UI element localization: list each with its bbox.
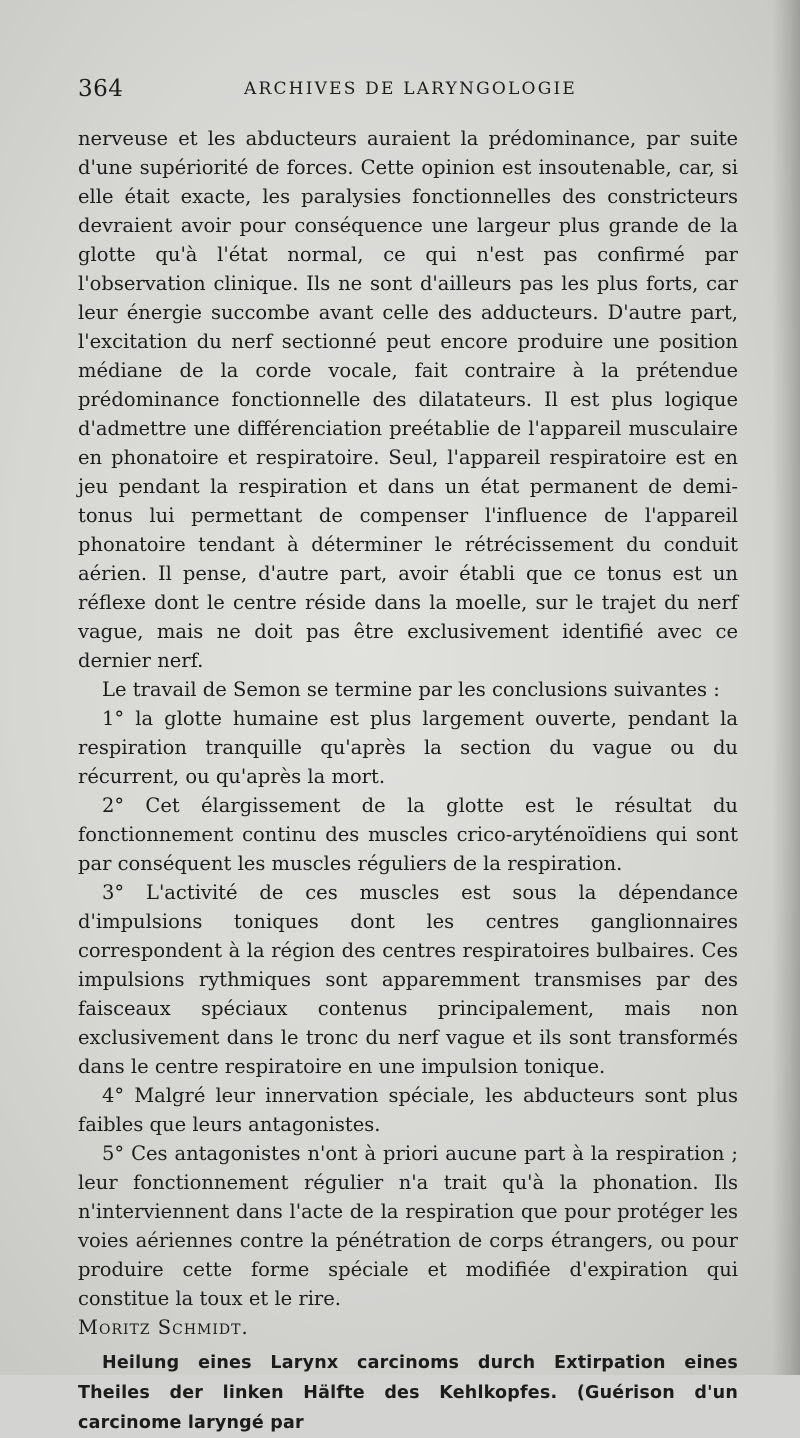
next-article-heading: Heilung eines Larynx carcinoms durch Extirpation eines Theiles der linken Hälfte des Kehlkopfes. (Guérison d'un carcinome laryngé par	[78, 1353, 738, 1433]
page-number: 364	[78, 76, 124, 102]
running-title: ARCHIVES DE LARYNGOLOGIE	[244, 79, 577, 99]
conclusion-2: 2° Cet élargissement de la glotte est le résultat du fonctionnement continu des muscles crico-aryténoïdiens qui sont par conséquent les muscles réguliers de la respiration.	[78, 794, 738, 875]
author-signature: Moritz Schmidt.	[78, 1316, 249, 1339]
body-text	[78, 124, 738, 1438]
conclusion-4: 4° Malgré leur innervation spéciale, les abducteurs sont plus faibles que leurs antagonistes.	[78, 1084, 738, 1136]
conclusion-3: 3° L'activité de ces muscles est sous la dépendance d'impulsions toniques dont les centres ganglionnaires correspondent à la région des centres respiratoires bulbaires. Ces impulsions rythmiques sont apparemment transmises par des faisceaux spéciaux contenus principalement, mais non exclusivement dans le tronc du nerf vague et ils sont transformés dans le centre respiratoire en une impulsion tonique.	[78, 881, 738, 1078]
page-edge-shadow	[772, 0, 800, 1375]
conclusion-1: 1° la glotte humaine est plus largement ouverte, pendant la respiration tranquille qu'après la section du vague ou du récurrent, ou qu'après la mort.	[78, 707, 738, 788]
conclusion-5: 5° Ces antagonistes n'ont à priori aucune part à la respiration ; leur fonctionnement régulier n'a trait qu'à la phonation. Ils n'interviennent dans l'acte de la respiration que pour protéger les voies aériennes contre la pénétration de corps étrangers, ou pour produire cette forme spéciale et modifiée d'expiration qui constitue la toux et le rire.	[78, 1142, 738, 1310]
paragraph-continuation: nerveuse et les abducteurs auraient la prédominance, par suite d'une supériorité de forces. Cette opinion est insoutenable, car, si elle était exacte, les paralysies fonctionnelles des constricteurs devraient avoir pour conséquence une largeur plus grande de la glotte qu'à l'état normal, ce qui n'est pas confirmé par l'observation clinique. Ils ne sont d'ailleurs pas les plus forts, car leur énergie succombe avant celle des adducteurs. D'autre part, l'excitation du nerf sectionné peut encore produire une position médiane de la corde vocale, fait contraire à la prétendue prédominance fonctionnelle des dilatateurs. Il est plus logique d'admettre une différenciation preétablie de l'appareil musculaire en phonatoire et respiratoire. Seul, l'appareil respiratoire est en jeu pendant la respiration et dans un état permanent de demi-tonus lui permettant de compenser l'influence de l'appareil phonatoire tendant à déterminer le rétrécissement du conduit aérien. Il pense, d'autre part, avoir établi que ce tonus est un réflexe dont le centre réside dans la moelle, sur le trajet du nerf vague, mais ne doit pas être exclusivement identifié avec ce dernier nerf.	[78, 127, 738, 672]
paragraph-conclusions-intro: Le travail de Semon se termine par les conclusions suivantes :	[102, 678, 720, 701]
running-header	[78, 76, 738, 112]
